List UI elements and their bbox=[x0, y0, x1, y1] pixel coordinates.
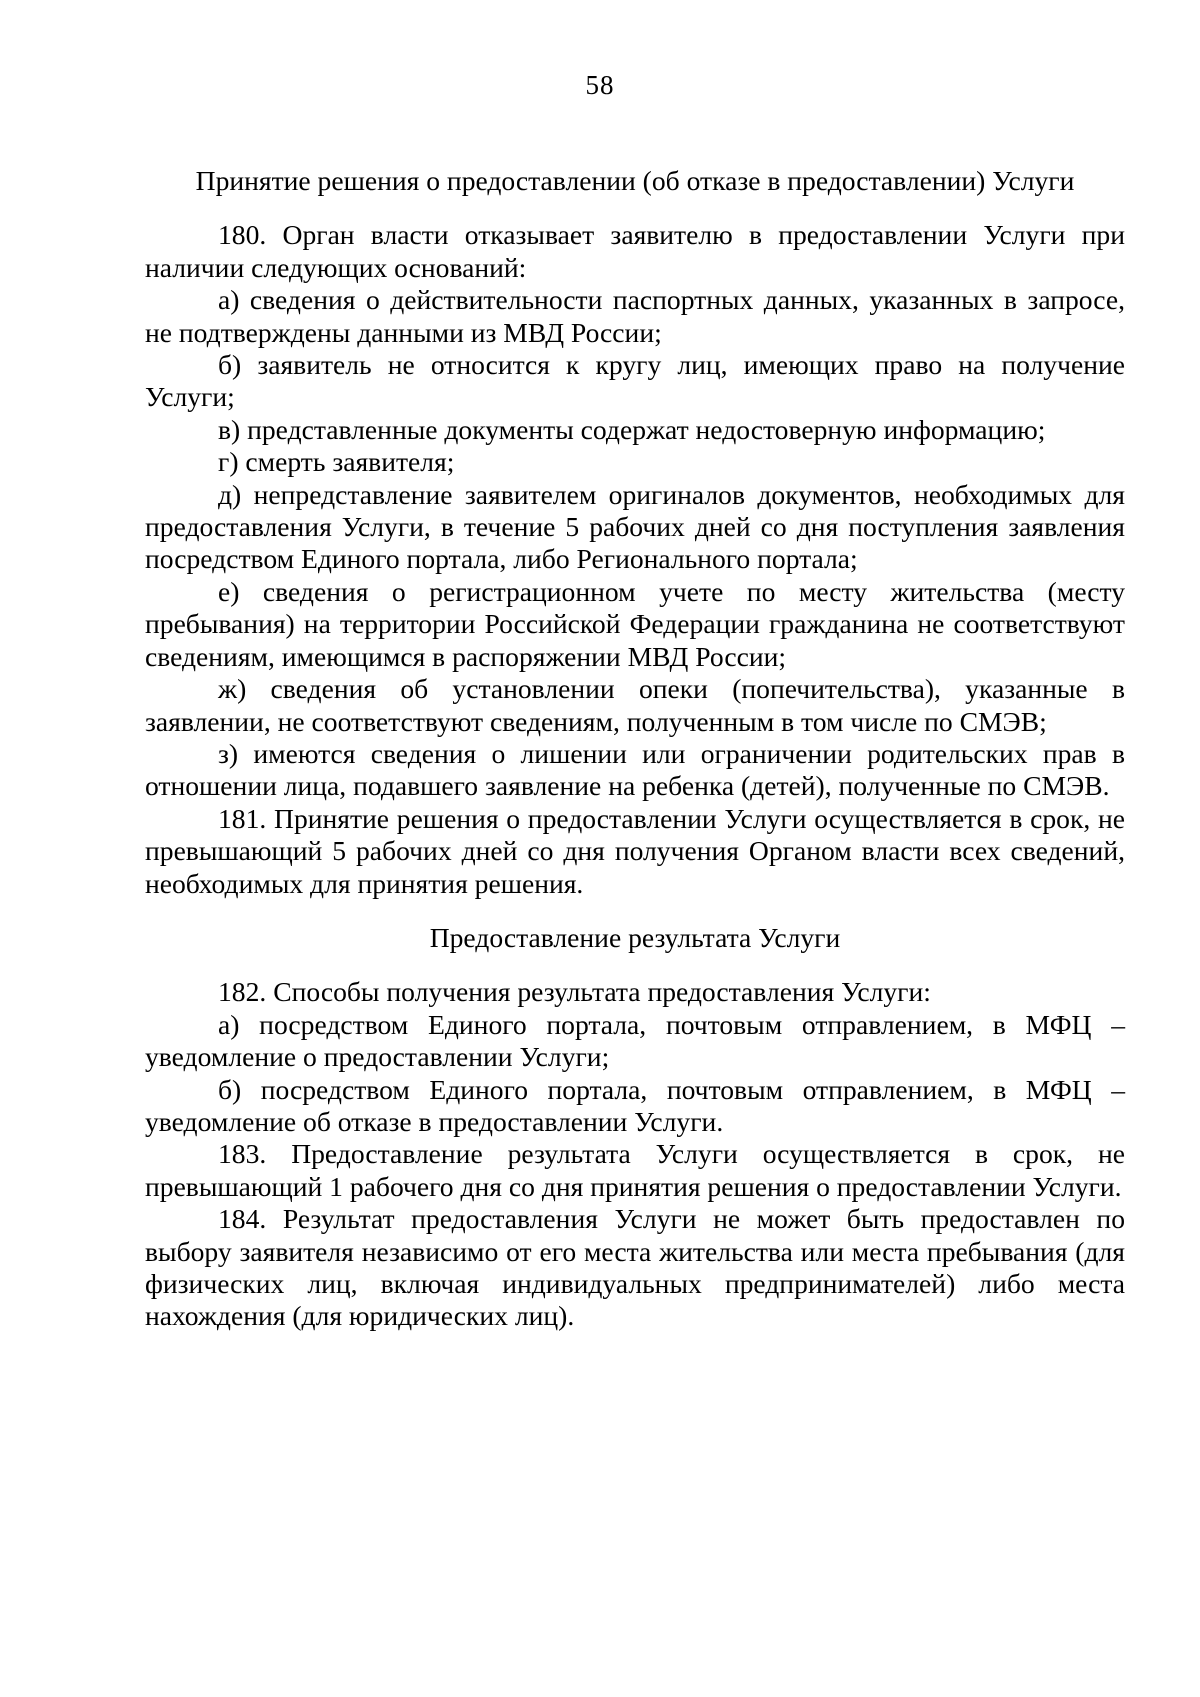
list-item-z: з) имеются сведения о лишении или ограничении родительских прав в отношении лица, подавшего заявление на ребенка (детей), полученные по СМЭВ. bbox=[145, 737, 1125, 802]
list-item-a: а) сведения о действительности паспортных данных, указанных в запросе, не подтверждены данными из МВД России; bbox=[145, 284, 1125, 348]
paragraph-180: 180. Орган власти отказывает заявителю в предоставлении Услуги при наличии следующих оснований: bbox=[145, 219, 1125, 283]
list-item-b-result: б) посредством Единого портала, почтовым отправлением, в МФЦ – уведомление об отказе в предоставлении Услуги. bbox=[145, 1073, 1125, 1137]
list-item-zh: ж) сведения об установлении опеки (попечительства), указанные в заявлении, не соответствуют сведениям, полученным в том числе по СМЭВ; bbox=[145, 673, 1125, 737]
paragraph-183: 183. Предоставление результата Услуги осуществляется в срок, не превышающий 1 рабочего дня со дня принятия решения о предоставлении Услуги. bbox=[145, 1138, 1125, 1202]
list-item-a-result: а) посредством Единого портала, почтовым отправлением, в МФЦ – уведомление о предоставлении Услуги; bbox=[145, 1008, 1125, 1073]
paragraph-182: 182. Способы получения результата предоставления Услуги: bbox=[218, 976, 931, 1008]
paragraph-184: 184. Результат предоставления Услуги не может быть предоставлен по выбору заявителя независимо от его места жительства или места пребывания (для физических лиц, включая индивидуальных предпринимателей) либо места нахождения (для юридических лиц). bbox=[145, 1203, 1125, 1332]
section-heading-decision: Принятие решения о предоставлении (об отказе в предоставлении) Услуги bbox=[195, 165, 1075, 196]
list-item-b: б) заявитель не относится к кругу лиц, имеющих право на получение Услуги; bbox=[145, 349, 1125, 413]
list-item-g: г) смерть заявителя; bbox=[218, 446, 455, 478]
list-item-v: в) представленные документы содержат недостоверную информацию; bbox=[218, 413, 1046, 445]
page-number: 58 bbox=[585, 70, 615, 100]
paragraph-181: 181. Принятие решения о предоставлении Услуги осуществляется в срок, не превышающий 5 рабочих дней со дня получения Органом власти всех сведений, необходимых для принятия решения. bbox=[145, 802, 1125, 899]
list-item-d: д) непредставление заявителем оригиналов документов, необходимых для предоставления Услуги, в течение 5 рабочих дней со дня поступления заявления посредством Единого портала, либо Регионального портала; bbox=[145, 478, 1125, 575]
section-heading-result: Предоставление результата Услуги bbox=[429, 921, 841, 953]
document-body bbox=[145, 165, 1125, 1333]
list-item-e: е) сведения о регистрационном учете по месту жительства (месту пребывания) на территории Российской Федерации гражданина не соответствуют сведениям, имеющимся в распоряжении МВД России; bbox=[145, 575, 1125, 672]
